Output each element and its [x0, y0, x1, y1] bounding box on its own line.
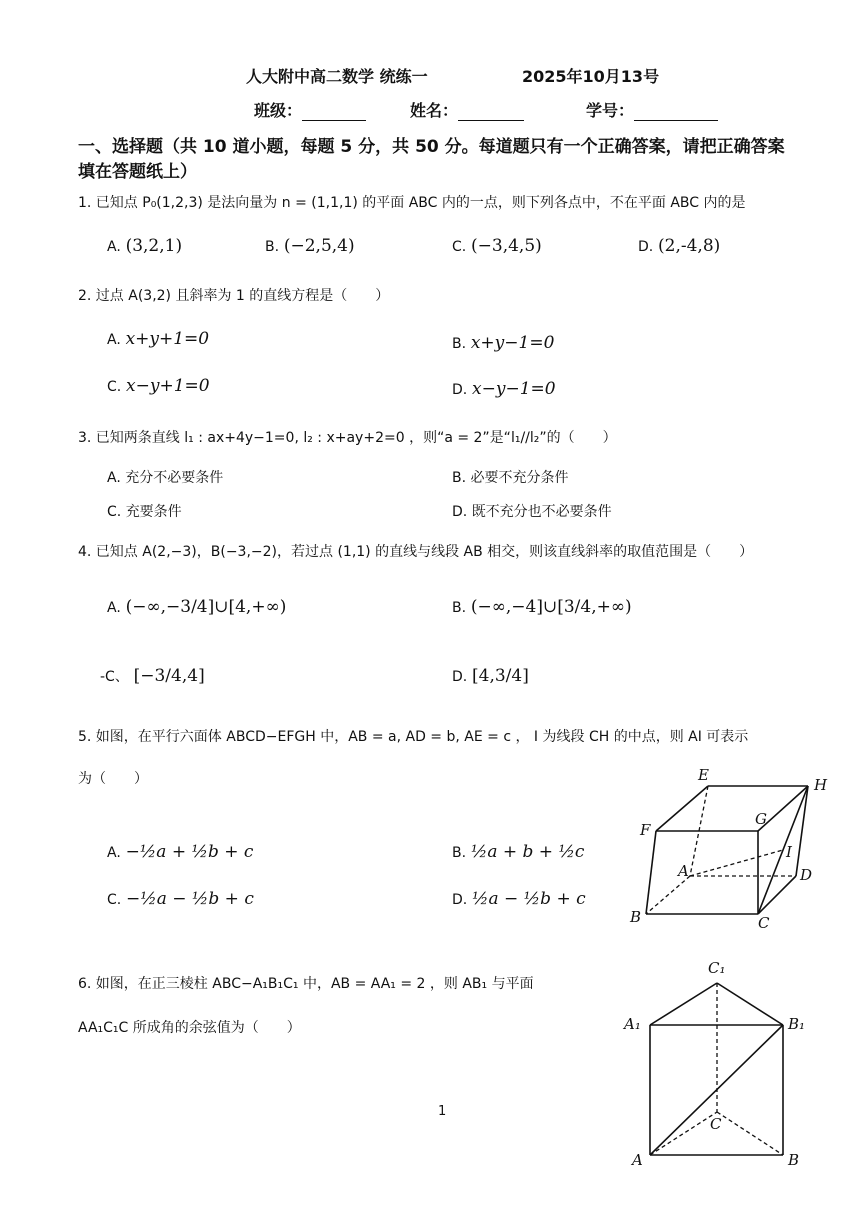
vertex-label-b1: B₁: [788, 1015, 806, 1033]
q4-option-b: [452, 597, 632, 617]
parallelepiped-figure: [628, 764, 833, 934]
option-label: D.: [452, 504, 468, 520]
q4-option-d: [452, 666, 529, 686]
option-text: 既不充分也不必要条件: [471, 504, 612, 520]
exam-title: 人大附中高二数学 统练一: [246, 67, 428, 86]
option-text: [4,3/4]: [472, 666, 529, 686]
vertex-label-c: C: [758, 914, 770, 932]
q2-option-a: [107, 329, 209, 349]
q4-option-a: [107, 597, 286, 617]
class-field: [254, 98, 366, 121]
q5-stem-line1: 5. 如图，在平行六面体 ABCD−EFGH 中，AB = a, AD = b, AE = c ， I 为线段 CH 的中点，则 AI 可表示: [78, 729, 749, 745]
vertex-label-g: G: [755, 810, 767, 828]
option-text: (2,‑4,8): [658, 236, 721, 256]
option-text: x−y−1=0: [472, 379, 556, 399]
option-label: D.: [452, 382, 468, 398]
option-text: (−∞,−4]∪[3/4,+∞): [470, 597, 632, 617]
section-title-line2: 填在答题纸上）: [78, 162, 197, 182]
name-field: [410, 98, 524, 121]
edge-dc: [758, 876, 796, 914]
option-text: 必要不充分条件: [470, 470, 569, 486]
option-text: x−y+1=0: [126, 376, 210, 396]
option-label: B.: [452, 470, 467, 486]
q2-option-c: [107, 376, 210, 396]
option-label: B.: [452, 336, 467, 352]
q1-stem: 1. 已知点 P₀(1,2,3) 是法向量为 n = (1,1,1) 的平面 ABC 内的一点，则下列各点中，不在平面 ABC 内的是: [78, 195, 746, 211]
edge-fe: [656, 786, 708, 831]
option-label: A.: [107, 332, 121, 348]
q1-option-d: [638, 236, 720, 256]
vertex-label-a1: A₁: [624, 1015, 641, 1033]
vertex-label-b: B: [630, 908, 642, 926]
class-blank: [302, 106, 366, 121]
q3-option-a: [107, 467, 223, 487]
option-text: ½a − ½b + c: [472, 889, 586, 909]
q5-option-c: [107, 889, 254, 909]
vertex-label-f: F: [640, 821, 651, 839]
option-text: x+y+1=0: [125, 329, 210, 349]
option-text: −½a + ½b + c: [125, 842, 254, 862]
point-label-i: I: [786, 843, 792, 861]
segment-ai: [690, 850, 783, 876]
section-title-line1: 一、选择题（共 10 道小题，每题 5 分，共 50 分。每道题只有一个正确答案，请把正确答案: [78, 137, 785, 157]
vertex-label-d: D: [800, 866, 813, 884]
vertex-label-h: H: [814, 776, 828, 794]
q4-option-c: [100, 666, 205, 686]
q1-option-b: [265, 236, 355, 256]
option-label: C.: [107, 379, 122, 395]
q5-stem-line2: 为（ ）: [78, 771, 148, 787]
edge-cb: [717, 1112, 783, 1155]
option-label: A.: [107, 600, 121, 616]
name-label: 姓名：: [410, 101, 459, 120]
q5-option-b: [452, 842, 584, 862]
student-id-field: [586, 98, 718, 121]
edge-c1b1: [717, 983, 783, 1025]
triangular-prism-figure: [620, 955, 820, 1173]
exam-date: 2025年10月13号: [522, 67, 660, 86]
q5-option-d: [452, 889, 586, 909]
q2-option-b: [452, 333, 554, 353]
option-text: ½a + b + ½c: [470, 842, 585, 862]
option-text: (−2,5,4): [283, 236, 355, 256]
option-label: D.: [638, 239, 654, 255]
edge-fb: [646, 831, 656, 914]
option-label: D.: [452, 892, 468, 908]
option-label: D.: [452, 669, 468, 685]
option-label: C.: [452, 239, 467, 255]
vertex-label-a: A: [678, 862, 689, 880]
q6-stem-line1: 6. 如图，在正三棱柱 ABC−A₁B₁C₁ 中，AB = AA₁ = 2 ，则 AB₁ 与平面: [78, 976, 534, 992]
id-blank: [634, 106, 718, 121]
id-label: 学号：: [586, 101, 635, 120]
option-label: A.: [107, 470, 121, 486]
q5-option-a: [107, 842, 253, 862]
option-text: x+y−1=0: [470, 333, 555, 353]
vertex-label-b: B: [788, 1151, 800, 1169]
option-text: 充分不必要条件: [125, 470, 224, 486]
q1-option-a: [107, 236, 182, 256]
option-label: A.: [107, 845, 121, 861]
vertex-label-a: A: [632, 1151, 643, 1169]
option-label: B.: [452, 600, 467, 616]
edge-ac: [650, 1112, 717, 1155]
q3-option-b: [452, 467, 569, 487]
option-text: [−3/4,4]: [133, 666, 205, 686]
vertex-label-c1: C₁: [708, 959, 726, 977]
option-text: (−3,4,5): [471, 236, 542, 256]
vertex-label-c: C: [710, 1115, 722, 1133]
option-label: A.: [107, 239, 121, 255]
page-number: 1: [438, 1104, 447, 1119]
q6-stem-line2: AA₁C₁C 所成角的余弦值为（ ）: [78, 1020, 301, 1036]
option-label: C.: [107, 892, 122, 908]
class-label: 班级：: [254, 101, 303, 120]
option-label: B.: [265, 239, 280, 255]
option-text: (−∞,−3/4]∪[4,+∞): [125, 597, 287, 617]
q1-option-c: [452, 236, 542, 256]
q3-option-c: [107, 501, 182, 521]
edge-ab: [646, 876, 690, 914]
name-blank: [458, 106, 524, 121]
q3-stem: 3. 已知两条直线 l₁ : ax+4y−1=0, l₂ : x+ay+2=0 ，则“a = 2”是“l₁//l₂”的（ ）: [78, 430, 617, 446]
vertex-label-e: E: [698, 766, 709, 784]
q2-stem: 2. 过点 A(3,2) 且斜率为 1 的直线方程是（ ）: [78, 288, 390, 304]
q2-option-d: [452, 379, 556, 399]
q3-option-d: [452, 501, 612, 521]
option-text: (3,2,1): [125, 236, 183, 256]
option-text: −½a − ½b + c: [126, 889, 254, 909]
edge-a1c1: [650, 983, 717, 1025]
option-label: B.: [452, 845, 467, 861]
option-label: C.: [107, 504, 122, 520]
option-label: -C、: [100, 669, 129, 685]
option-text: 充要条件: [125, 504, 182, 520]
segment-ch: [758, 786, 808, 914]
q4-stem: 4. 已知点 A(2,−3)，B(−3,−2)，若过点 (1,1) 的直线与线段 AB 相交，则该直线斜率的取值范围是（ ）: [78, 544, 754, 560]
